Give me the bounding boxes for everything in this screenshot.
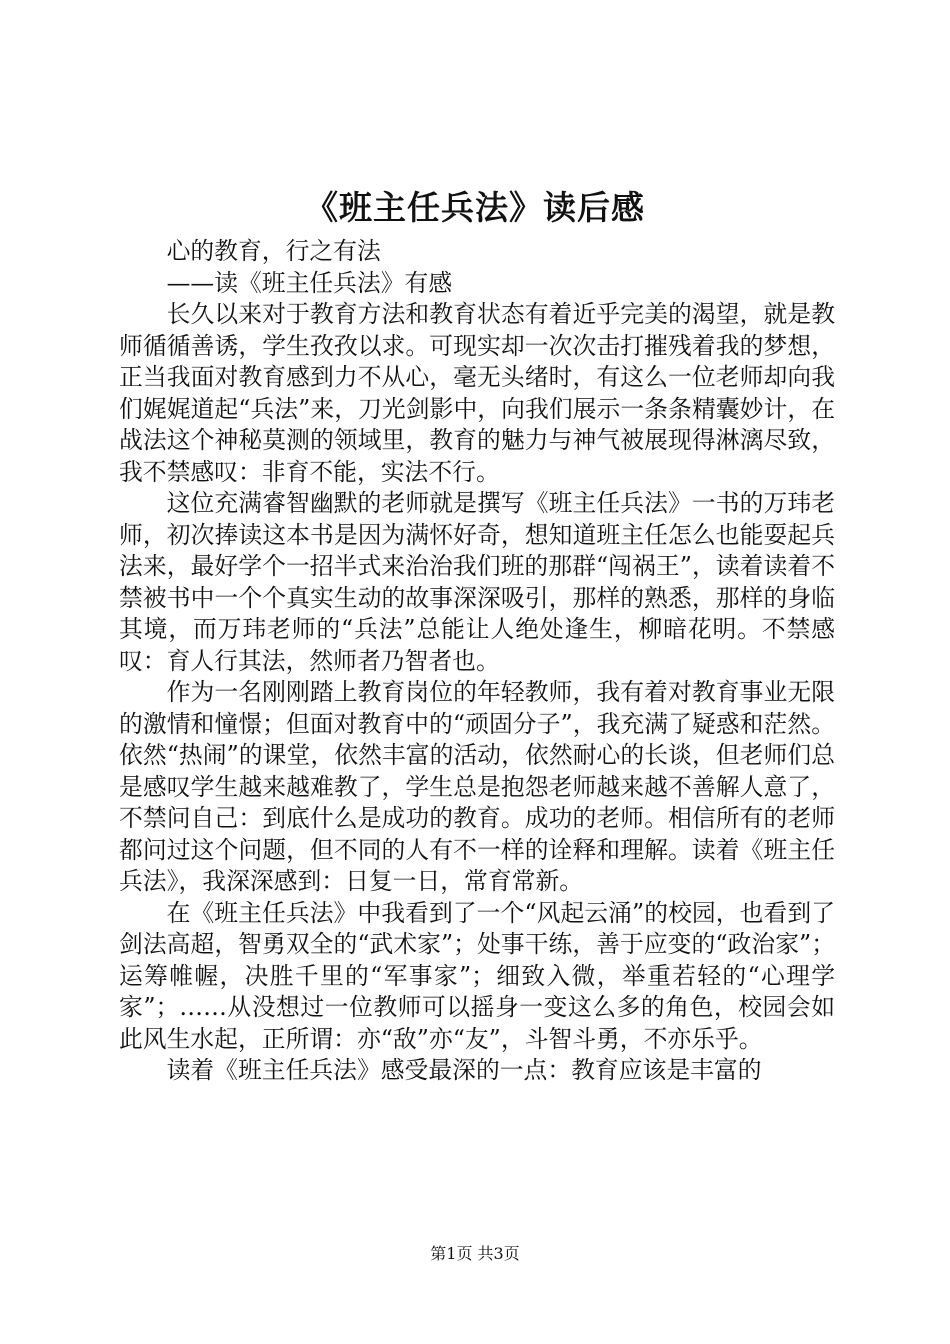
subtitle-dash-line: ——读《班主任兵法》有感 [166, 268, 453, 297]
document-body [119, 236, 835, 1087]
paragraph: 长久以来对于教育方法和教育状态有着近乎完美的渴望，就是教师循循善诱，学生孜孜以求。可现实却一次次击打摧残着我的梦想，正当我面对教育感到力不从心，毫无头绪时，有这么一位老师却向我们娓娓道起“兵法”来，刀光剑影中，向我们展示一条条精囊妙计，在战法这个神秘莫测的领域里，教育的魅力与神气被展现得淋漓尽致，我不禁感叹：非育不能，实法不行。 [119, 300, 835, 486]
paragraph: 读着《班主任兵法》感受最深的一点：教育应该是丰富的 [166, 1056, 762, 1084]
paragraph: 作为一名刚刚踏上教育岗位的年轻教师，我有着对教育事业无限的激情和憧憬；但面对教育中的“顽固分子”，我充满了疑惑和茫然。依然“热闹”的课堂，依然丰富的活动，依然耐心的长谈，但老师们总是感叹学生越来越难教了，学生总是抱怨老师越来越不善解人意了，不禁问自己：到底什么是成功的教育。成功的老师。相信所有的老师都问过这个问题，但不同的人有不一样的诠释和理解。读着《班主任兵法》，我深深感到：日复一日，常育常新。 [119, 678, 835, 895]
page-number-footer: 第1页 共3页 [430, 1244, 520, 1263]
document-title: 《班主任兵法》读后感 [305, 188, 645, 227]
subtitle-line: 心的教育，行之有法 [166, 237, 381, 265]
paragraph: 这位充满睿智幽默的老师就是撰写《班主任兵法》一书的万玮老师，初次捧读这本书是因为满怀好奇，想知道班主任怎么也能耍起兵法来，最好学个一招半式来治治我们班的那群“闯祸王”，读着读着不禁被书中一个个真实生动的故事深深吸引，那样的熟悉，那样的身临其境，而万玮老师的“兵法”总能让人绝处逢生，柳暗花明。不禁感叹：育人行其法，然师者乃智者也。 [119, 489, 835, 675]
paragraph: 在《班主任兵法》中我看到了一个“风起云涌”的校园，也看到了剑法高超，智勇双全的“武术家”；处事干练，善于应变的“政治家”；运筹帷幄，决胜千里的“军事家”；细致入微，举重若轻的“心理学家”；……从没想过一位教师可以摇身一变这么多的角色，校园会如此风生水起，正所谓：亦“敌”亦“友”，斗智斗勇，不亦乐乎。 [119, 898, 835, 1053]
